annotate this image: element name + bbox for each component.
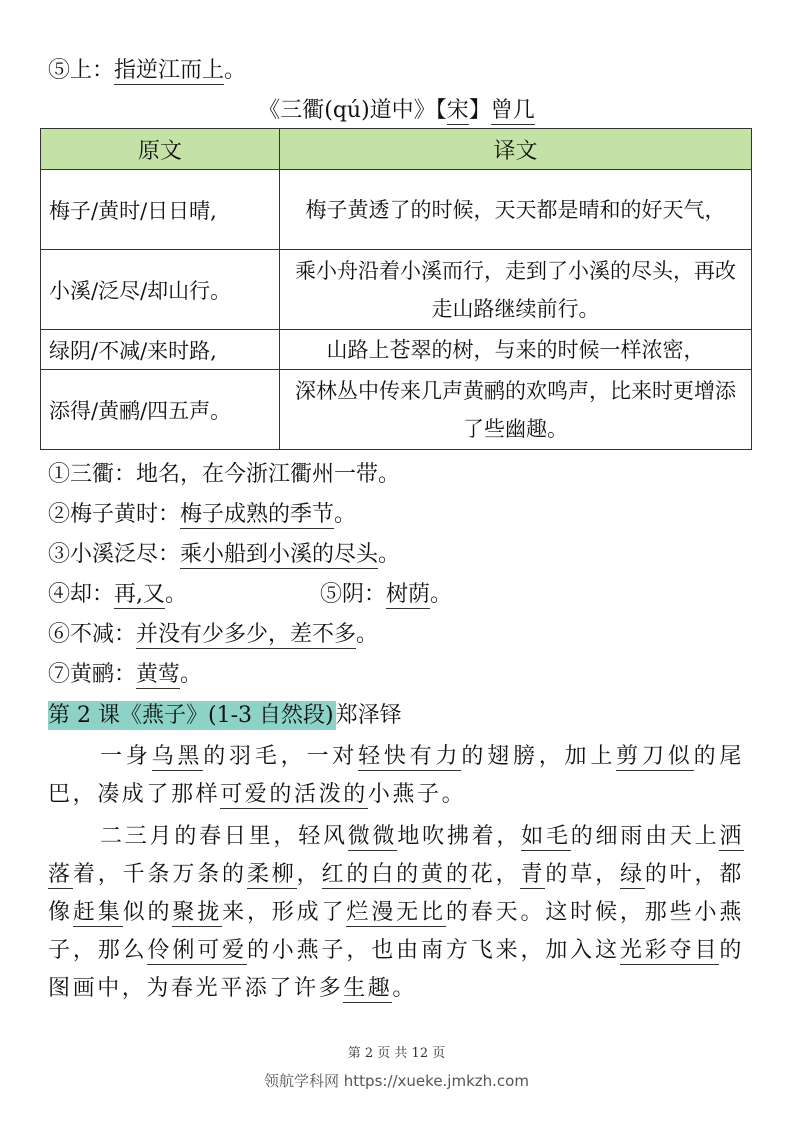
lesson-author: 郑泽铎 xyxy=(335,703,402,728)
note-end: 。 xyxy=(224,58,247,83)
note-label: ④却： xyxy=(48,582,115,607)
site-watermark: 领航学科网 https://xueke.jmkzh.com xyxy=(264,1072,529,1090)
note-answer: 指逆江而上 xyxy=(114,58,225,83)
note-label: ③小溪泛尽： xyxy=(48,542,181,567)
header-original: 原文 xyxy=(41,129,280,170)
underlined-phrase: 如毛 xyxy=(521,824,571,849)
lesson-title-highlight: 第 2 课《燕子》(1-3 自然段) xyxy=(48,703,334,728)
header-translation: 译文 xyxy=(280,129,752,170)
table-row xyxy=(41,370,752,450)
underlined-phrase: 青 xyxy=(520,862,546,887)
underlined-phrase: 光彩夺目 xyxy=(619,938,720,963)
note-end: 。 xyxy=(356,622,379,647)
underlined-phrase: 剪刀似 xyxy=(616,744,694,769)
text-run: 一身 xyxy=(100,744,152,769)
note-answer: 黄莺 xyxy=(136,662,181,687)
note-answer: 再,又 xyxy=(114,582,166,607)
text-run: 小燕子。 xyxy=(367,782,467,807)
text-run: 着，千条万条的 xyxy=(72,862,247,887)
note-7 xyxy=(48,660,202,690)
translation-cell: 梅子黄透了的时候，天天都是晴和的好天气， xyxy=(280,170,752,250)
note-6 xyxy=(48,620,378,650)
paragraph-2 xyxy=(48,818,744,1008)
note-label: ⑤阴： xyxy=(320,582,387,607)
poem-title-bracket: 】 xyxy=(468,98,491,123)
note-answer: 梅子成熟的季节 xyxy=(180,502,335,527)
note-end: 。 xyxy=(430,582,453,607)
text-run: 的叶，都像 xyxy=(48,862,745,925)
note-answer: 树荫 xyxy=(386,582,431,607)
table-header-row xyxy=(41,129,752,170)
note-end: 。 xyxy=(378,542,401,567)
underlined-phrase: 轻快有力 xyxy=(358,744,462,769)
text-run: 的翅膀，加上 xyxy=(461,744,617,769)
text-run: 的羽毛，一对 xyxy=(203,744,359,769)
underlined-phrase: 生趣 xyxy=(343,976,393,1001)
poem-author: 曾几 xyxy=(490,98,535,123)
text-run: 的尾巴，凑成了那样 xyxy=(48,744,745,807)
note-answer: 乘小船到小溪的尽头 xyxy=(180,542,379,567)
poem-dynasty: 宋 xyxy=(446,98,469,123)
table-row xyxy=(41,330,752,370)
note-label: ⑤上： xyxy=(48,58,115,83)
note-2 xyxy=(48,500,356,530)
text-run: 地吹拂着， xyxy=(397,824,522,849)
page-number: 第 2 页 共 12 页 xyxy=(347,1046,446,1061)
note-4 xyxy=(48,580,187,610)
note-label: ⑥不减： xyxy=(48,622,137,647)
text-run: 的春天。这时候，那些小燕子，那么 xyxy=(48,900,744,963)
text-run: 的小燕子，也由南方飞来，加入这 xyxy=(246,938,620,963)
text-run: 似的 xyxy=(122,900,173,925)
text-run: 花， xyxy=(470,862,521,887)
text-run: 二三月的春日里，轻风 xyxy=(100,824,348,849)
original-cell: 小溪/泛尽/却山行。 xyxy=(41,250,280,330)
note-1: ①三衢：地名，在今浙江衢州一带。 xyxy=(48,462,401,487)
translation-cell: 深林丛中传来几声黄鹂的欢鸣声，比来时更增添了些幽趣。 xyxy=(280,370,752,450)
underlined-phrase: 洒落 xyxy=(48,824,745,887)
underlined-phrase: 微微 xyxy=(347,824,398,849)
text-run: 的草， xyxy=(545,862,620,887)
underlined-phrase: 烂漫无比 xyxy=(346,900,446,925)
underlined-phrase: 赶集 xyxy=(72,900,123,925)
paragraph-1 xyxy=(48,738,744,814)
original-cell: 梅子/黄时/日日晴, xyxy=(41,170,280,250)
original-cell: 绿阴/不减/来时路, xyxy=(41,330,280,370)
note-label: ②梅子黄时： xyxy=(48,502,181,527)
note-5b xyxy=(320,580,452,610)
lesson-heading xyxy=(48,701,402,731)
underlined-phrase: 聚拢 xyxy=(172,900,223,925)
underlined-phrase: 乌黑 xyxy=(151,744,204,769)
note-end: 。 xyxy=(180,662,203,687)
translation-cell: 山路上苍翠的树，与来的时候一样浓密， xyxy=(280,330,752,370)
underlined-phrase: 可爱的活泼的 xyxy=(220,782,368,807)
note-answer: 并没有少多少，差不多 xyxy=(136,622,357,647)
underlined-phrase: 柔柳 xyxy=(246,862,297,887)
note-3 xyxy=(48,540,400,570)
poem-title xyxy=(0,96,793,126)
underlined-phrase: 绿 xyxy=(619,862,645,887)
text-run: 来，形成了 xyxy=(222,900,347,925)
translation-table xyxy=(40,128,752,450)
table-row xyxy=(41,170,752,250)
translation-cell: 乘小舟沿着小溪而行，走到了小溪的尽头，再改走山路继续前行。 xyxy=(280,250,752,330)
text-run: ， xyxy=(296,862,322,887)
underlined-phrase: 伶俐可爱 xyxy=(147,938,247,963)
note-5-line xyxy=(48,56,246,86)
table-row xyxy=(41,250,752,330)
text-run: 的细雨由天上 xyxy=(570,824,720,849)
note-end: 。 xyxy=(165,582,188,607)
original-cell: 添得/黄鹂/四五声。 xyxy=(41,370,280,450)
text-run: 的图画中，为春光平添了许多 xyxy=(48,938,744,1001)
note-end: 。 xyxy=(334,502,357,527)
underlined-phrase: 红的白的黄的 xyxy=(321,862,471,887)
poem-title-text: 《三衢(qú)道中》【 xyxy=(258,98,447,123)
text-run: 。 xyxy=(392,976,418,1001)
note-label: ⑦黄鹂： xyxy=(48,662,137,687)
